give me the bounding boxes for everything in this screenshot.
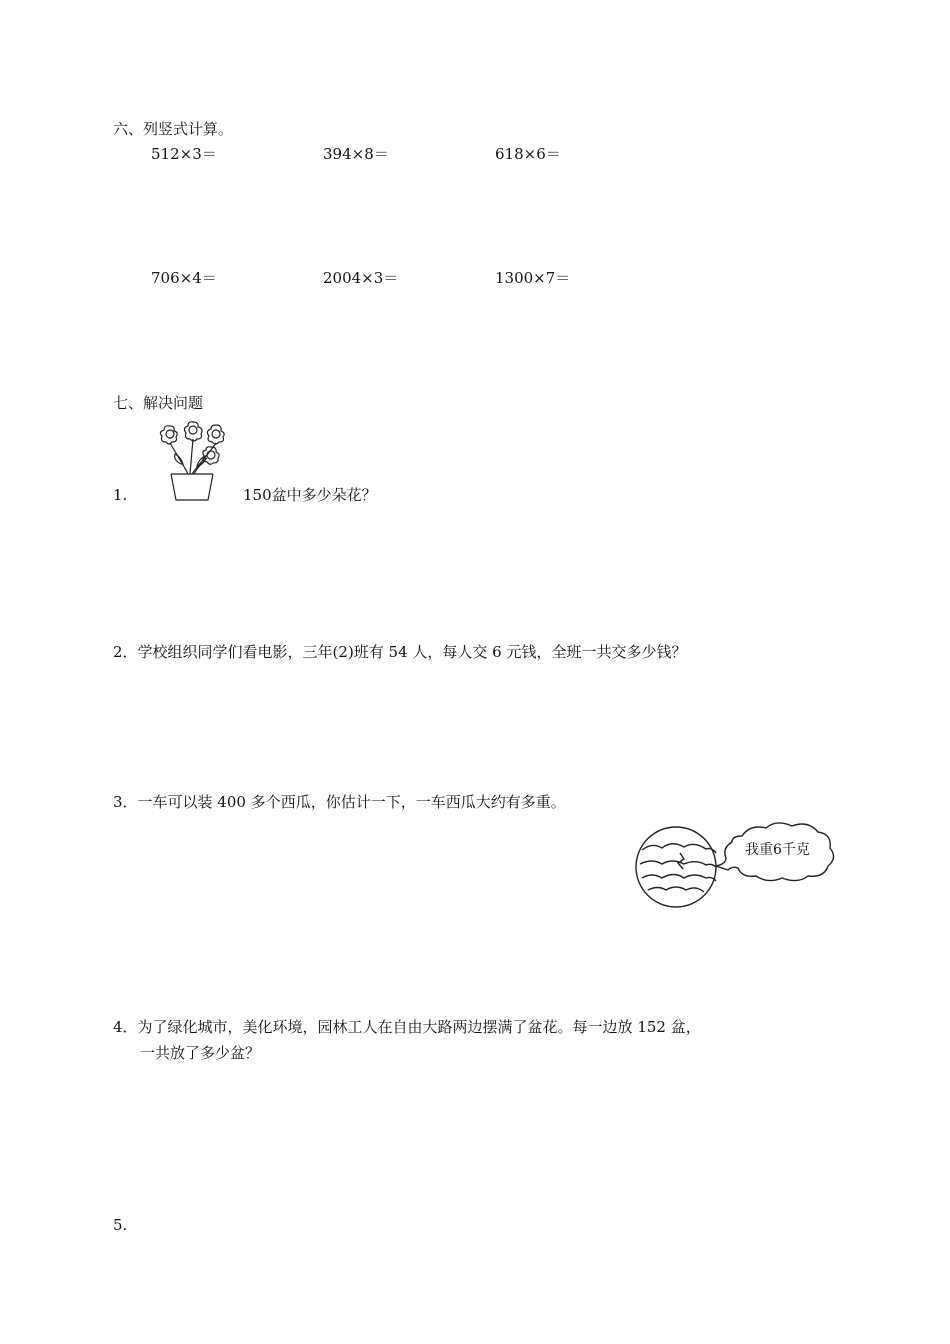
question-4-line-2: 一共放了多少盆？	[140, 1044, 261, 1062]
question-5-number: 5.	[113, 1216, 128, 1234]
question-2-text: 2．学校组织同学们看电影，三年(2)班有 54 人，每人交 6 元钱，全班一共交多少钱？	[113, 643, 687, 661]
speech-bubble-text: 我重6千克	[745, 842, 810, 858]
section-6-title: 六、列竖式计算。	[113, 120, 234, 138]
question-3-text: 3．一车可以装 400 多个西瓜，你估计一下，一车西瓜大约有多重。	[113, 793, 566, 811]
flower-pot-illustration	[155, 420, 237, 504]
calc-problem: 706×4＝	[151, 269, 217, 287]
section-7-title: 七、解决问题	[113, 394, 204, 412]
calc-problem: 2004×3＝	[323, 269, 399, 287]
question-1-text: 150盆中多少朵花？	[243, 486, 377, 504]
question-1-number: 1.	[113, 486, 128, 504]
calc-problem: 1300×7＝	[495, 269, 571, 287]
calc-problem: 394×8＝	[323, 145, 389, 163]
question-4-line-1: 4．为了绿化城市，美化环境，园林工人在自由大路两边摆满了盆花。每一边放 152 盆，	[113, 1018, 701, 1036]
calc-problem: 512×3＝	[151, 145, 217, 163]
calc-problem: 618×6＝	[495, 145, 561, 163]
